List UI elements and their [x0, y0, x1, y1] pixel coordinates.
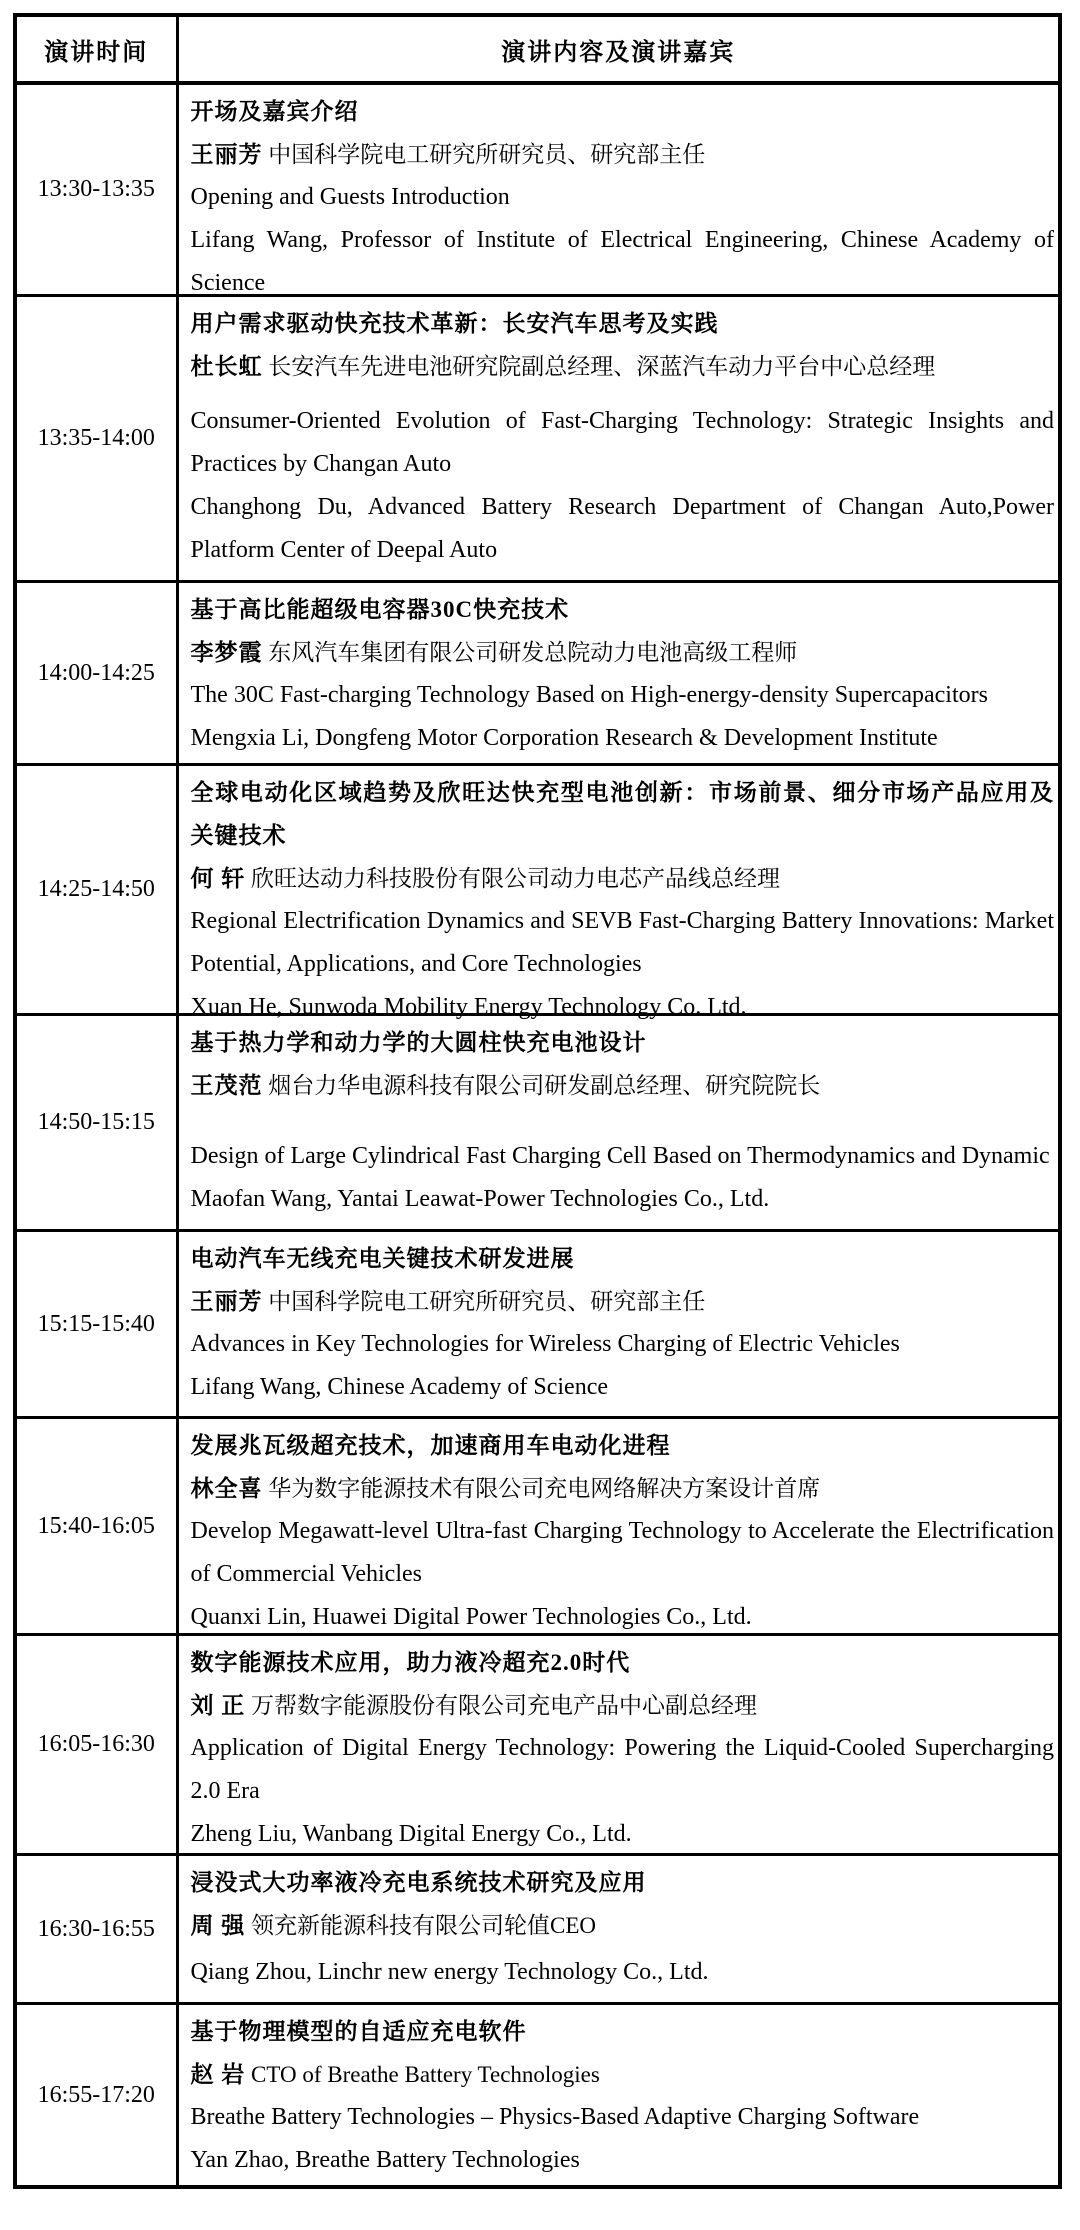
- session-content: [177, 1418, 1060, 1635]
- session-title-en: Breathe Battery Technologies – Physics-Based Adaptive Charging Software: [190, 2104, 920, 2130]
- english-block: [191, 2096, 1055, 2182]
- session-title-zh: 基于物理模型的自适应充电软件: [190, 2019, 527, 2044]
- table-row: [15, 1635, 1060, 1855]
- chinese-block: [191, 90, 1055, 176]
- english-block: [191, 400, 1055, 572]
- header-time: 演讲时间: [15, 15, 177, 83]
- table-row: [15, 1015, 1060, 1231]
- session-content: [177, 1231, 1060, 1418]
- session-title-zh: 基于热力学和动力学的大圆柱快充电池设计: [190, 1030, 647, 1055]
- speaker-affiliation-zh: 东风汽车集团有限公司研发总院动力电池高级工程师: [268, 640, 798, 665]
- chinese-block: [191, 1641, 1055, 1727]
- chinese-block: [191, 1861, 1055, 1947]
- session-speaker-zh: [191, 1280, 1055, 1323]
- session-speaker-en: Zheng Liu, Wanbang Digital Energy Co., Ltd.: [190, 1821, 632, 1847]
- speaker-name-zh: 周 强: [190, 1913, 246, 1938]
- chinese-block: [191, 302, 1055, 388]
- session-speaker-zh: [191, 857, 1055, 900]
- speaker-affiliation-zh: 万帮数字能源股份有限公司充电产品中心副总经理: [251, 1693, 757, 1718]
- chinese-block: [191, 588, 1055, 674]
- session-speaker-zh: [191, 1064, 1055, 1107]
- speaker-name-zh: 何 轩: [190, 866, 246, 891]
- speaker-name-zh: 林全喜: [190, 1476, 263, 1501]
- session-time: 16:55-17:20: [15, 2004, 177, 2188]
- session-speaker-en: Yan Zhao, Breathe Battery Technologies: [190, 2147, 580, 2173]
- session-speaker-zh: [191, 345, 1055, 388]
- speaker-name-zh: 王茂范: [190, 1073, 263, 1098]
- session-time: 15:15-15:40: [15, 1231, 177, 1418]
- session-time: 14:25-14:50: [15, 765, 177, 1015]
- chinese-block: [191, 1237, 1055, 1323]
- session-speaker-zh: [191, 2053, 1055, 2096]
- header-content: 演讲内容及演讲嘉宾: [177, 15, 1060, 83]
- table-row: [15, 1855, 1060, 2004]
- table-row: [15, 1231, 1060, 1418]
- english-block: [191, 900, 1055, 1029]
- speaker-name-zh: 赵 岩: [190, 2062, 246, 2087]
- session-content: [177, 765, 1060, 1020]
- session-speaker-zh: [191, 1684, 1055, 1727]
- session-speaker-en: Maofan Wang, Yantai Leawat-Power Technologies Co., Ltd.: [190, 1186, 770, 1212]
- session-title-zh: 全球电动化区域趋势及欣旺达快充型电池创新：市场前景、细分市场产品应用及关键技术: [190, 780, 1054, 848]
- english-block: [191, 1951, 1055, 1994]
- chinese-block: [191, 1424, 1055, 1510]
- session-speaker-en: Lifang Wang, Professor of Institute of Electrical Engineering, Chinese Academy of Science: [190, 227, 1054, 296]
- session-title-en: Regional Electrification Dynamics and SEVB Fast-Charging Battery Innovations: Market Potential, Applications, and Core Technologies: [190, 908, 1054, 977]
- session-title-en: Design of Large Cylindrical Fast Charging Cell Based on Thermodynamics and Dynamic: [190, 1143, 1050, 1169]
- session-content: [177, 582, 1060, 765]
- speaker-name-zh: 王丽芳: [190, 142, 263, 167]
- speaker-affiliation-zh: 欣旺达动力科技股份有限公司动力电芯产品线总经理: [251, 866, 780, 891]
- speaker-affiliation-zh: 长安汽车先进电池研究院副总经理、深蓝汽车动力平台中心总经理: [268, 354, 936, 379]
- session-title-zh: 发展兆瓦级超充技术，加速商用车电动化进程: [190, 1433, 671, 1458]
- session-speaker-zh: [191, 631, 1055, 674]
- session-speaker-zh: [191, 1467, 1055, 1510]
- speaker-name-zh: 杜长虹: [190, 354, 263, 379]
- table-row: [15, 582, 1060, 765]
- session-title-en: Consumer-Oriented Evolution of Fast-Charging Technology: Strategic Insights and Practices by Changan Auto: [190, 408, 1054, 477]
- session-content: [177, 1015, 1060, 1231]
- session-speaker-en: Qiang Zhou, Linchr new energy Technology Co., Ltd.: [190, 1959, 709, 1985]
- speaker-affiliation-zh: 中国科学院电工研究所研究员、研究部主任: [268, 142, 706, 167]
- session-time: 13:30-13:35: [15, 83, 177, 296]
- chinese-block: [191, 771, 1055, 900]
- session-speaker-en: Mengxia Li, Dongfeng Motor Corporation Research & Development Institute: [190, 725, 938, 751]
- table-row: [15, 765, 1060, 1015]
- english-block: [191, 1135, 1055, 1221]
- table-row: [15, 2004, 1060, 2188]
- table-row: [15, 1418, 1060, 1635]
- table-header-row: [15, 15, 1060, 83]
- session-content: [177, 83, 1060, 296]
- speaker-name-zh: 刘 正: [190, 1693, 246, 1718]
- speaker-affiliation-zh: 烟台力华电源科技有限公司研发副总经理、研究院院长: [268, 1073, 821, 1098]
- session-title-zh: 浸没式大功率液冷充电系统技术研究及应用: [190, 1870, 647, 1895]
- session-time: 13:35-14:00: [15, 296, 177, 582]
- speaker-affiliation-zh: 领充新能源科技有限公司轮值CEO: [251, 1913, 596, 1938]
- session-time: 16:05-16:30: [15, 1635, 177, 1855]
- session-content: [177, 296, 1060, 582]
- english-block: [191, 1727, 1055, 1856]
- session-time: 14:50-15:15: [15, 1015, 177, 1231]
- session-time: 15:40-16:05: [15, 1418, 177, 1635]
- session-time: 16:30-16:55: [15, 1855, 177, 2004]
- session-content: [177, 2004, 1060, 2188]
- speaker-affiliation-zh: 中国科学院电工研究所研究员、研究部主任: [268, 1289, 706, 1314]
- speaker-affiliation-zh: CTO of Breathe Battery Technologies: [251, 2062, 600, 2087]
- english-block: [191, 1323, 1055, 1409]
- session-speaker-zh: [191, 133, 1055, 176]
- session-content: [177, 1855, 1060, 2004]
- session-speaker-zh: [191, 1904, 1055, 1947]
- speaker-affiliation-zh: 华为数字能源技术有限公司充电网络解决方案设计首席: [268, 1476, 821, 1501]
- session-title-zh: 基于高比能超级电容器30C快充技术: [190, 597, 570, 622]
- session-time: 14:00-14:25: [15, 582, 177, 765]
- table-row: [15, 83, 1060, 296]
- table-row: [15, 296, 1060, 582]
- session-title-en: The 30C Fast-charging Technology Based on High-energy-density Supercapacitors: [190, 682, 988, 708]
- session-speaker-en: Changhong Du, Advanced Battery Research Department of Changan Auto,Power Platform Center of Deepal Auto: [190, 494, 1054, 563]
- session-content: [177, 1635, 1060, 1855]
- session-title-en: Application of Digital Energy Technology: Powering the Liquid-Cooled Supercharging 2.0 Era: [190, 1735, 1054, 1804]
- session-title-en: Advances in Key Technologies for Wireless Charging of Electric Vehicles: [190, 1331, 900, 1357]
- speaker-name-zh: 李梦霞: [190, 640, 263, 665]
- session-title-en: Opening and Guests Introduction: [190, 184, 510, 210]
- session-title-en: Develop Megawatt-level Ultra-fast Charging Technology to Accelerate the Electrification of Commercial Vehicles: [190, 1518, 1054, 1587]
- english-block: [191, 674, 1055, 760]
- agenda-table: [13, 13, 1062, 2189]
- chinese-block: [191, 1021, 1055, 1107]
- session-title-zh: 电动汽车无线充电关键技术研发进展: [190, 1246, 575, 1271]
- english-block: [191, 1510, 1055, 1639]
- session-title-zh: 开场及嘉宾介绍: [190, 99, 359, 124]
- english-block: [191, 176, 1055, 305]
- session-speaker-en: Xuan He, Sunwoda Mobility Energy Technology Co. Ltd.: [190, 994, 747, 1020]
- session-speaker-en: Quanxi Lin, Huawei Digital Power Technologies Co., Ltd.: [190, 1604, 752, 1630]
- chinese-block: [191, 2010, 1055, 2096]
- session-speaker-en: Lifang Wang, Chinese Academy of Science: [190, 1374, 608, 1400]
- speaker-name-zh: 王丽芳: [190, 1289, 263, 1314]
- session-title-zh: 数字能源技术应用，助力液冷超充2.0时代: [190, 1650, 631, 1675]
- session-title-zh: 用户需求驱动快充技术革新：长安汽车思考及实践: [190, 311, 719, 336]
